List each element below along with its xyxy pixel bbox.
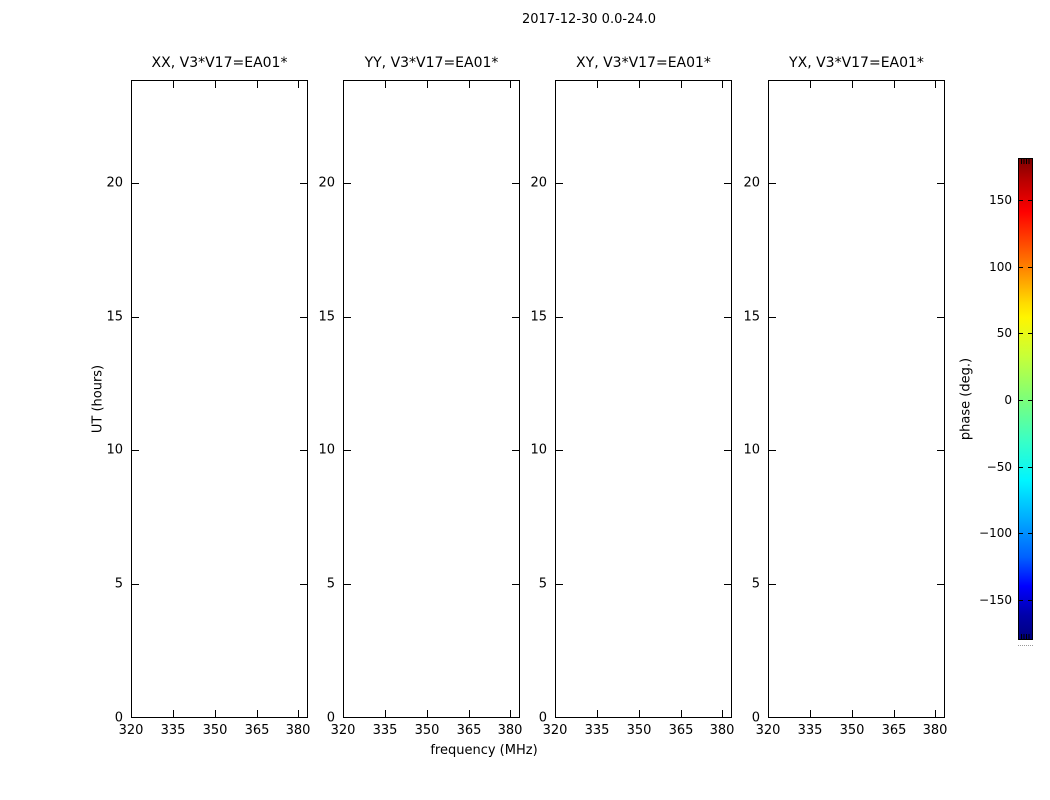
xtick-label: 365 (668, 723, 694, 738)
colorbar-tick-label: 100 (989, 260, 1012, 274)
xtick-label: 335 (160, 723, 186, 738)
xtick-label: 335 (372, 723, 398, 738)
xtick-label: 350 (202, 723, 228, 738)
ytick-label: 5 (538, 576, 547, 592)
ytick-label: 0 (326, 710, 335, 726)
subplot-xx-title: XX, V3*V17=EA01* (151, 55, 288, 71)
xtick-label: 320 (542, 723, 568, 738)
xtick-label: 320 (118, 723, 144, 738)
subplot-yy-title: YY, V3*V17=EA01* (364, 55, 499, 71)
subplot-xy-ytick-labels (509, 80, 551, 730)
ytick-label: 0 (538, 710, 547, 726)
subplot-yx-title: YX, V3*V17=EA01* (789, 55, 924, 71)
colorbar-tick-label: 150 (989, 193, 1012, 207)
xtick-label: 350 (414, 723, 440, 738)
colorbar-tick-label: 50 (996, 326, 1012, 340)
xtick-label: 380 (709, 723, 735, 738)
subplot-xx-plot-area (131, 80, 308, 718)
subplot-yx-plot-area (768, 80, 945, 718)
xtick-label: 335 (584, 723, 610, 738)
xtick-label: 350 (839, 723, 865, 738)
ytick-label: 0 (751, 710, 760, 726)
ytick-label: 0 (114, 710, 123, 726)
xtick-label: 365 (244, 723, 270, 738)
colorbar-bottom-dotted-edge (1018, 645, 1033, 646)
colorbar-tick-label: −100 (979, 526, 1012, 540)
colorbar-tick-label: −150 (979, 593, 1012, 607)
ytick-label: 10 (106, 442, 123, 458)
xtick-label: 350 (626, 723, 652, 738)
colorbar-axis-label: phase (deg.) (958, 357, 974, 441)
ytick-label: 10 (318, 442, 335, 458)
ytick-label: 20 (106, 175, 123, 191)
ytick-label: 10 (743, 442, 760, 458)
ytick-label: 15 (530, 309, 547, 325)
subplot-xy-title: XY, V3*V17=EA01* (576, 55, 711, 71)
y-axis-label: UT (hours) (90, 364, 106, 434)
xtick-label: 380 (497, 723, 523, 738)
xtick-label: 320 (755, 723, 781, 738)
subplot-xx-xtick-labels (118, 723, 311, 739)
subplot-yx-xtick-labels (755, 723, 948, 739)
subplot-xy-xtick-labels (542, 723, 735, 739)
subplot-xy-plot-area (555, 80, 732, 718)
xtick-label: 365 (456, 723, 482, 738)
subplot-yy-xtick-labels (330, 723, 523, 739)
figure-title: 2017-12-30 0.0-24.0 (522, 12, 656, 27)
ytick-label: 10 (530, 442, 547, 458)
xtick-label: 320 (330, 723, 356, 738)
ytick-label: 15 (743, 309, 760, 325)
subplot-yy-ytick-labels (297, 80, 339, 730)
ytick-label: 15 (106, 309, 123, 325)
ytick-label: 5 (326, 576, 335, 592)
xtick-label: 335 (797, 723, 823, 738)
subplot-yy-plot-area (343, 80, 520, 718)
colorbar (1018, 158, 1033, 640)
ytick-label: 15 (318, 309, 335, 325)
colorbar-tick-label: −50 (986, 460, 1012, 474)
subplot-yx-ytick-labels (722, 80, 764, 730)
xtick-label: 380 (922, 723, 948, 738)
ytick-label: 5 (751, 576, 760, 592)
xtick-label: 380 (285, 723, 311, 738)
x-axis-label: frequency (MHz) (430, 743, 538, 758)
xtick-label: 365 (881, 723, 907, 738)
ytick-label: 20 (743, 175, 760, 191)
ytick-label: 20 (530, 175, 547, 191)
ytick-label: 5 (114, 576, 123, 592)
colorbar-tick-label: 0 (1004, 393, 1012, 407)
ytick-label: 20 (318, 175, 335, 191)
